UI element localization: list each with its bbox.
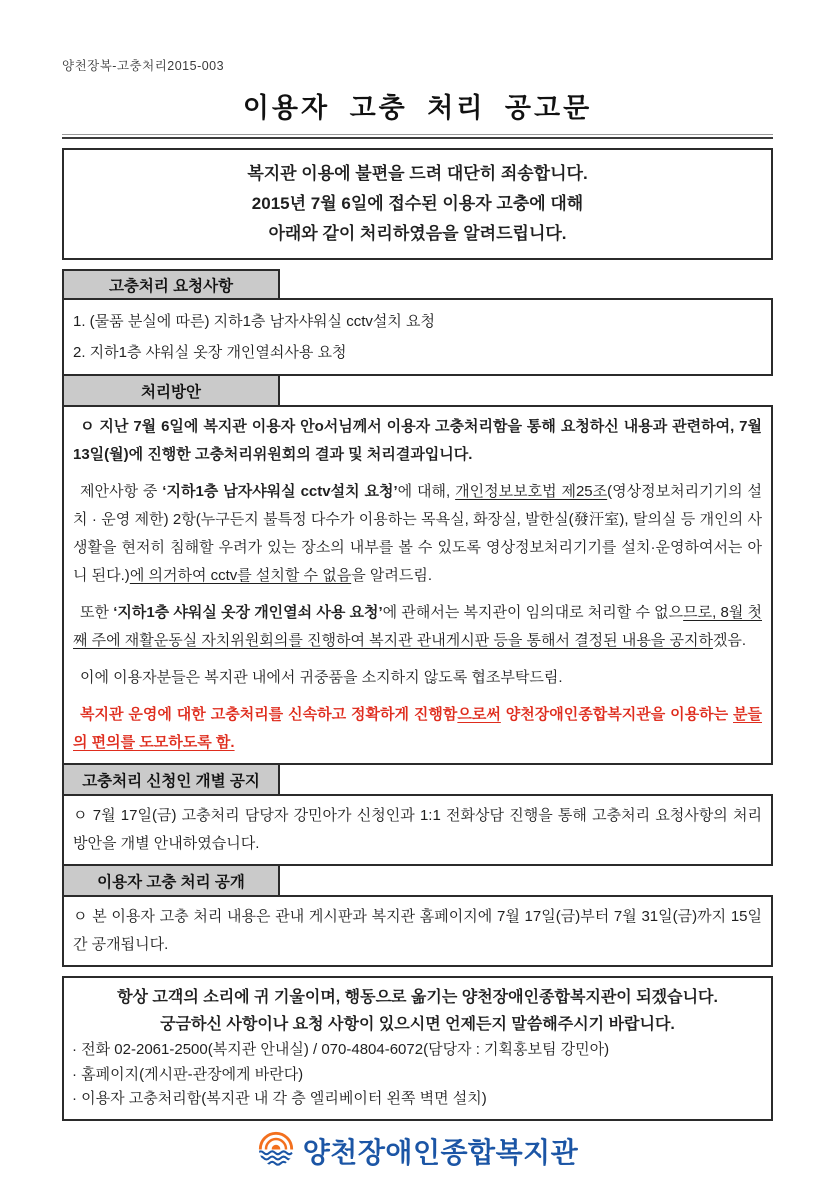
request-item: 2. 지하1층 샤워실 옷장 개인열쇠사용 요청: [73, 344, 347, 361]
section-body-request: [62, 298, 773, 376]
section-body-plan: [62, 405, 773, 765]
spacer: [62, 260, 773, 269]
contact-footer-box: [62, 976, 773, 1121]
section-body-individual-notice: [62, 794, 773, 866]
sun-wave-logo-icon: [257, 1130, 295, 1173]
intro-line: 복지관 이용에 불편을 드려 대단히 죄송합니다.: [247, 164, 588, 183]
footer-slogan-line: 항상 고객의 소리에 귀 기울이며, 행동으로 옮기는 양천장애인종합복지관이 되겠습니다.: [117, 989, 718, 1006]
request-item: 1. (물품 분실에 따른) 지하1층 남자샤워실 cctv설치 요청: [73, 313, 435, 330]
organization-logo: [62, 1130, 773, 1173]
page-title: 이용자 고충 처리 공고문: [242, 93, 593, 123]
apology-intro-box: [62, 148, 773, 260]
section-header-request: 고충처리 요청사항: [62, 269, 280, 298]
organization-name: 양천장애인종합복지관: [302, 1137, 579, 1168]
footer-contact-homepage: · 홈페이지(게시판-관장에게 바란다): [72, 1065, 304, 1083]
section-header-plan: 처리방안: [62, 376, 280, 405]
footer-contact-suggestion-box: · 이용자 고충처리함(복지관 내 각 층 엘리베이터 왼쪽 벽면 설치): [72, 1090, 487, 1107]
document-number: 양천장복-고충처리2015-003: [62, 59, 225, 73]
individual-notice-text: ㅇ 7월 17일(금) 고충처리 담당자 강민아가 신청인과 1:1 전화상담 진행을 통해 고충처리 요청사항의 처리방안을 개별 안내하였습니다.: [73, 807, 762, 852]
intro-line: 아래와 같이 처리하였음을 알려드립니다.: [268, 224, 567, 243]
plan-paragraph-commitment: 복지관 운영에 대한 고충처리를 신속하고 정확하게 진행함으로써 양천장애인종합복지관을 이용하는 분들의 편의를 도모하도록 함.: [73, 706, 762, 751]
plan-paragraph-summary: ㅇ 지난 7월 6일에 복지관 이용자 안o서님께서 이용자 고충처리함을 통해 요청하신 내용과 관련하여, 7월 13일(월)에 진행한 고충처리위원회의 결과 및 처리결과입니다.: [73, 418, 762, 463]
footer-slogan-line: 궁금하신 사항이나 요청 사항이 있으시면 언제든지 말씀해주시기 바랍니다.: [160, 1016, 675, 1033]
plan-paragraph-locker: 또한 ‘지하1층 샤워실 옷장 개인열쇠 사용 요청’에 관해서는 복지관이 임의대로 처리할 수 없으므로, 8월 첫째 주에 재활운동실 자치위원회의를 진행하여 복지관 관내게시판 등을 통해서 결정된 내용을 공지하겠음.: [73, 604, 762, 649]
section-body-disclosure: [62, 895, 773, 967]
title-divider: [62, 134, 773, 139]
section-header-disclosure: 이용자 고충 처리 공개: [62, 866, 280, 895]
disclosure-text: ㅇ 본 이용자 고충 처리 내용은 관내 게시판과 복지관 홈페이지에 7월 17일(금)부터 7월 31일(금)까지 15일간 공개됩니다.: [73, 908, 762, 953]
intro-line: 2015년 7월 6일에 접수된 이용자 고충에 대해: [251, 194, 584, 213]
section-header-individual-notice: 고충처리 신청인 개별 공지: [62, 765, 280, 794]
plan-paragraph-valuables: 이에 이용자분들은 복지관 내에서 귀중품을 소지하지 않도록 협조부탁드림.: [80, 669, 563, 686]
footer-contact-phone: · 전화 02-2061-2500(복지관 안내실) / 070-4804-6072(담당자 : 기획홍보팀 강민아): [72, 1041, 610, 1058]
plan-paragraph-cctv: 제안사항 중 ‘지하1층 남자샤워실 cctv설치 요청’에 대해, 개인정보보호법 제25조(영상정보처리기기의 설치 · 운영 제한) 2항(누구든지 불특정 다수가 이용하는 목욕실, 화장실, 발한실(發汗室), 탈의실 등 개인의 사생활을 현저히 침해할 우려가 있는 장소의 내부를 볼 수 있도록 영상정보처리기기를 설치·운영하여서는 아니 된다.)에 의거하여 cctv를 설치할 수 없음을 알려드림.: [73, 483, 762, 584]
